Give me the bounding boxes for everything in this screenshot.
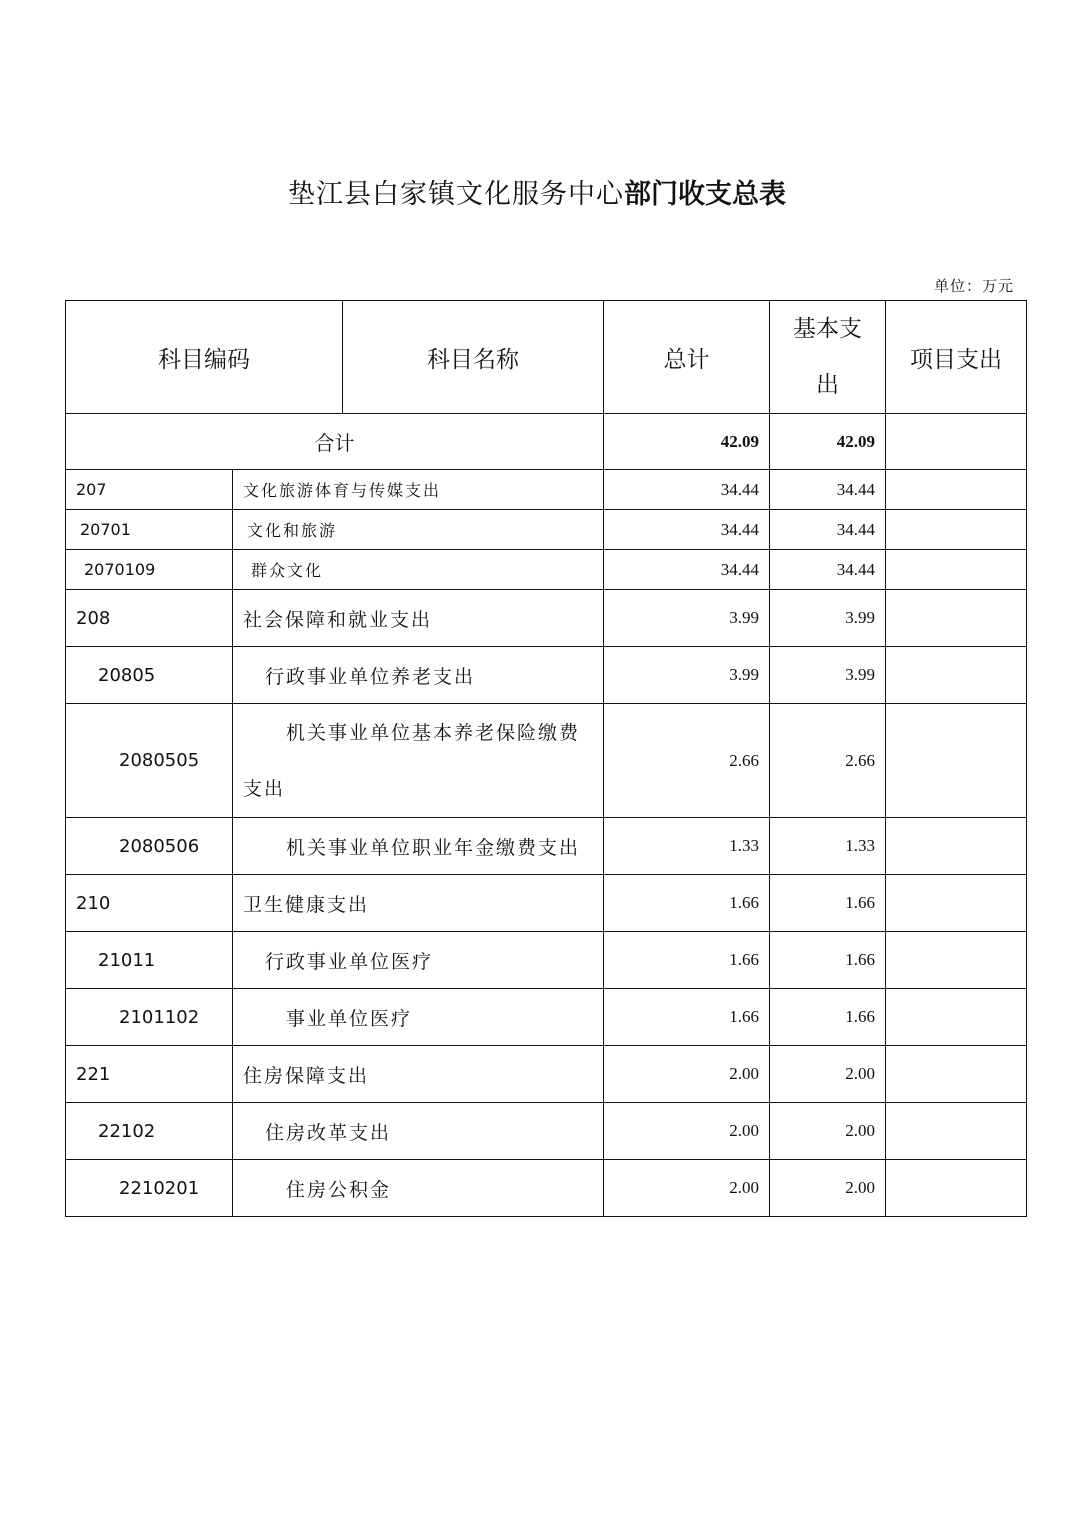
summary-label: 合计 [66,414,604,470]
table-row [66,1046,1027,1103]
row-total: 1.66 [604,875,770,932]
row-project [886,932,1027,989]
row-total: 1.66 [604,989,770,1046]
row-code: 2101102 [66,989,233,1046]
row-project [886,550,1027,590]
row-project [886,875,1027,932]
row-code: 2080505 [66,704,233,818]
row-code: 2080506 [66,818,233,875]
row-code: 208 [66,590,233,647]
row-code: 20701 [66,510,233,550]
row-project [886,1046,1027,1103]
row-basic: 1.66 [770,875,886,932]
row-basic: 34.44 [770,510,886,550]
row-project [886,470,1027,510]
row-basic: 2.00 [770,1046,886,1103]
row-total: 34.44 [604,510,770,550]
summary-row [66,414,1027,470]
row-basic: 34.44 [770,550,886,590]
row-basic: 3.99 [770,590,886,647]
row-name: 住房改革支出 [233,1103,604,1160]
row-project [886,818,1027,875]
row-name: 文化旅游体育与传媒支出 [233,470,604,510]
row-name: 事业单位医疗 [233,989,604,1046]
row-basic: 1.66 [770,989,886,1046]
table-row [66,875,1027,932]
row-project [886,1160,1027,1217]
row-code: 2070109 [66,550,233,590]
row-name: 文化和旅游 [233,510,604,550]
row-total: 34.44 [604,470,770,510]
row-name: 卫生健康支出 [233,875,604,932]
row-code: 221 [66,1046,233,1103]
row-total: 34.44 [604,550,770,590]
summary-basic: 42.09 [770,414,886,470]
row-total: 2.00 [604,1103,770,1160]
header-basic: 基本支出 [793,316,862,398]
header-basic-cell [770,301,886,414]
row-basic: 2.66 [770,704,886,818]
unit-label: 单位：万元 [933,277,1014,295]
row-code: 22102 [66,1103,233,1160]
summary-project [886,414,1027,470]
row-project [886,989,1027,1046]
header-project: 项目支出 [886,301,1027,414]
table-row [66,550,1027,590]
table-row [66,510,1027,550]
row-name: 群众文化 [233,550,604,590]
row-basic: 1.66 [770,932,886,989]
row-total: 3.99 [604,647,770,704]
row-project [886,510,1027,550]
title-normal: 垫江县白家镇文化服务中心 [288,179,624,210]
row-code: 20805 [66,647,233,704]
summary-table [65,300,1026,1220]
row-basic: 2.00 [770,1160,886,1217]
row-total: 2.66 [604,704,770,818]
page-title [0,172,1074,211]
row-code: 207 [66,470,233,510]
table-row [66,470,1027,510]
table-row [66,704,1027,818]
row-name: 行政事业单位医疗 [233,932,604,989]
header-row [66,301,1027,414]
row-project [886,647,1027,704]
row-name: 社会保障和就业支出 [233,590,604,647]
summary-total: 42.09 [604,414,770,470]
row-total: 3.99 [604,590,770,647]
row-project [886,590,1027,647]
row-basic: 34.44 [770,470,886,510]
row-code: 210 [66,875,233,932]
row-total: 1.66 [604,932,770,989]
data-rows [66,470,1027,1217]
header-total: 总计 [604,301,770,414]
table-row [66,590,1027,647]
row-name: 住房公积金 [233,1160,604,1217]
row-total: 2.00 [604,1160,770,1217]
row-name: 住房保障支出 [233,1046,604,1103]
row-total: 1.33 [604,818,770,875]
table-row [66,1103,1027,1160]
row-name: 机关事业单位职业年金缴费支出 [233,818,604,875]
row-name: 机关事业单位基本养老保险缴费支出 [233,704,604,818]
table-row [66,818,1027,875]
table-row [66,989,1027,1046]
row-project [886,704,1027,818]
row-total: 2.00 [604,1046,770,1103]
row-project [886,1103,1027,1160]
table-row [66,1160,1027,1217]
row-basic: 2.00 [770,1103,886,1160]
row-basic: 3.99 [770,647,886,704]
row-name: 行政事业单位养老支出 [233,647,604,704]
row-basic: 1.33 [770,818,886,875]
title-bold: 部门收支总表 [624,179,786,210]
table-row [66,647,1027,704]
row-code: 2210201 [66,1160,233,1217]
header-code: 科目编码 [66,301,343,414]
table-row [66,932,1027,989]
row-code: 21011 [66,932,233,989]
header-name: 科目名称 [343,301,604,414]
